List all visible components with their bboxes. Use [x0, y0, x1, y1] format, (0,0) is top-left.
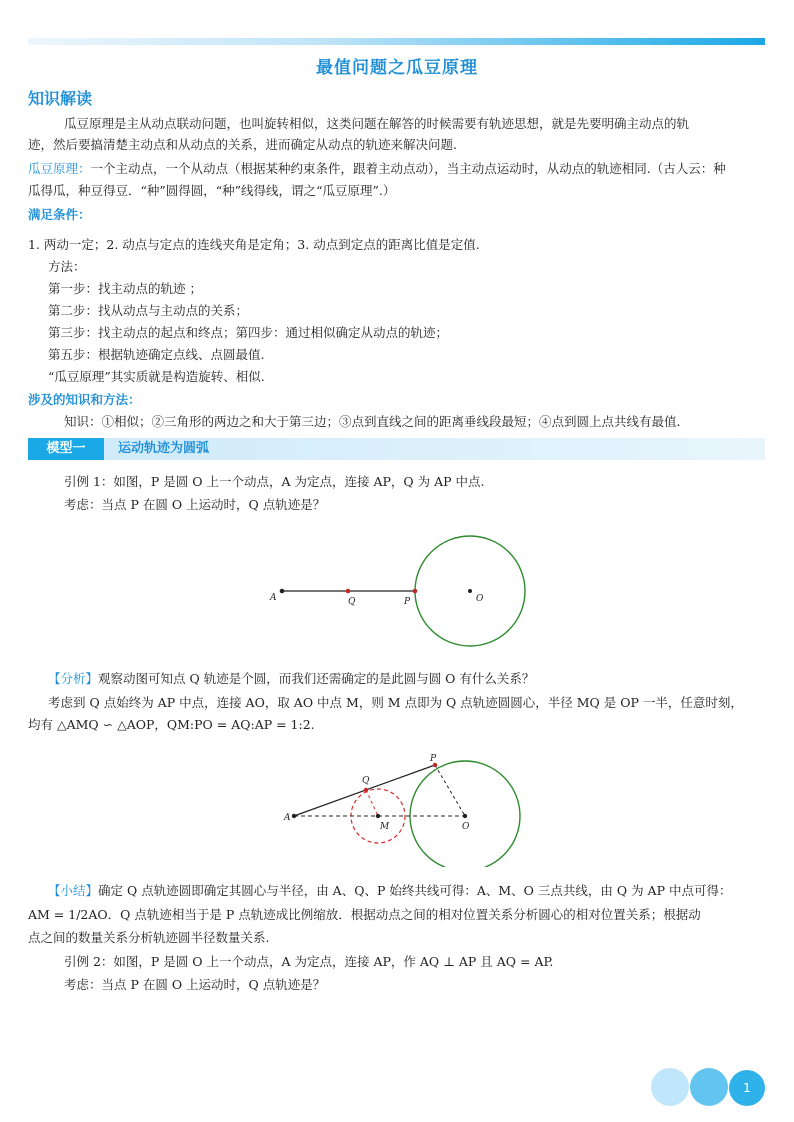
point-Q: [346, 589, 351, 594]
model-title: 运动轨迹为圆弧: [118, 441, 210, 456]
footer-dot-1: [651, 1068, 689, 1106]
header-gradient-bar: [28, 38, 765, 45]
figure-2-locus-circle: [280, 752, 530, 867]
method-step-2: 第二步：找从动点与主动点的关系；: [48, 303, 249, 318]
label-P: P: [404, 597, 411, 607]
method-step-5: 第五步：根据轨迹确定点线、点圆最值.: [48, 347, 265, 362]
point-A: [280, 589, 285, 594]
analysis-line1: [28, 668, 768, 689]
essence-line: “瓜豆原理”其实质就是构造旋转、相似.: [48, 369, 265, 384]
label-P2: P: [430, 754, 437, 764]
point-O: [468, 589, 472, 593]
summary-line2: AM = 1/2AO．Q 点轨迹相当于是 P 点轨迹成比例缩放．根据动点之间的相对位置关系分析圆心的相对位置关系；根据动: [28, 907, 701, 922]
summary-line3: 点之间的数量关系分析轨迹圆半径数量关系.: [28, 930, 270, 945]
point-O2: [463, 814, 467, 818]
label-O2: O: [462, 822, 470, 832]
section-heading-knowledge: 知识解读: [28, 89, 93, 108]
page-number: 1: [729, 1070, 765, 1106]
example1-line1: [28, 471, 768, 492]
footer-dot-2: [690, 1068, 728, 1106]
intro-paragraph-line2: 迹，然后要搞清楚主动点和从动点的关系，进而确定从动点的轨迹来解决问题.: [28, 137, 457, 152]
conditions-line: 1. 两动一定；2. 动点与定点的连线夹角是定角；3. 动点到定点的距离比值是定值.: [28, 237, 480, 252]
knowledge-label: 涉及的知识和方法：: [28, 392, 141, 407]
model-banner: [28, 438, 765, 460]
summary-text-1: 确定 Q 点轨迹圆即确定其圆心与半径，由 A、Q、P 始终共线可得：A、M、O 三点共线，由 Q 为 AP 中点可得：: [98, 883, 732, 898]
figure-1-circle-midpoint: [260, 530, 540, 650]
principle-line2: 瓜得瓜，种豆得豆．“种”圆得圆，“种”线得线，谓之“瓜豆原理”.）: [28, 183, 396, 198]
analysis-line2: [28, 692, 768, 713]
method-label: 方法：: [48, 259, 86, 274]
point-A2: [292, 814, 296, 818]
conditions-label: 满足条件：: [28, 207, 91, 222]
example2-text-1: 引例 2：如图，P 是圆 O 上一个动点，A 为定点，连接 AP，作 AQ ⊥ AP 且 AQ = AP.: [64, 954, 554, 969]
example2-line2: [28, 974, 768, 995]
example1-line2: [28, 494, 768, 515]
document-title: 最值问题之瓜豆原理: [316, 58, 478, 78]
label-A2: A: [284, 813, 291, 823]
example1-text-2: 考虑：当点 P 在圆 O 上运动时，Q 点轨迹是？: [64, 497, 326, 512]
principle-line1: [28, 158, 768, 179]
method-step-1: 第一步：找主动点的轨迹 ；: [48, 281, 202, 296]
label-Q: Q: [348, 597, 356, 607]
knowledge-text: 知识：①相似；②三角形的两边之和大于第三边；③点到直线之间的距离垂线段最短；④点到圆上点共线有最值.: [64, 414, 681, 429]
principle-text-1: 一个主动点，一个从动点（根据某种约束条件，跟着主动点动），当主动点运动时，从动点的轨迹相同.（古人云：种: [90, 161, 726, 176]
example2-line1: [28, 951, 768, 972]
analysis-text-1: 观察动图可知点 Q 轨迹是个圆，而我们还需确定的是此圆与圆 O 有什么关系？: [98, 671, 535, 686]
label-A: A: [270, 593, 277, 603]
intro-paragraph-line1: [28, 113, 768, 134]
point-Q2: [364, 788, 368, 792]
analysis-label: 【分析】: [48, 671, 99, 686]
label-M: M: [380, 822, 390, 832]
knowledge-line: [28, 411, 768, 432]
summary-line1: [28, 880, 768, 901]
example2-text-2: 考虑：当点 P 在圆 O 上运动时，Q 点轨迹是？: [64, 977, 326, 992]
label-Q2: Q: [362, 776, 370, 786]
label-O: O: [476, 594, 484, 604]
point-M: [376, 814, 380, 818]
analysis-line3: 均有 △AMQ ∽ △AOP，QM:PO = AQ:AP = 1:2.: [28, 717, 315, 732]
point-P: [413, 589, 418, 594]
analysis-text-2: 考虑到 Q 点始终为 AP 中点，连接 AO，取 AO 中点 M，则 M 点即为 Q 点轨迹圆圆心，半径 MQ 是 OP 一半，任意时刻，: [48, 695, 743, 710]
example1-text-1: 引例 1：如图，P 是圆 O 上一个动点，A 为定点，连接 AP，Q 为 AP 中点.: [64, 474, 485, 489]
summary-label: 【小结】: [48, 883, 99, 898]
method-step-3: 第三步：找主动点的起点和终点；第四步：通过相似确定从动点的轨迹；: [48, 325, 449, 340]
model-tag: 模型一: [28, 438, 104, 460]
principle-label: 瓜豆原理：: [28, 161, 91, 176]
intro-text-1: 瓜豆原理是主从动点联动问题，也叫旋转相似，这类问题在解答的时候需要有轨迹思想，就是先要明确主动点的轨: [64, 116, 690, 131]
